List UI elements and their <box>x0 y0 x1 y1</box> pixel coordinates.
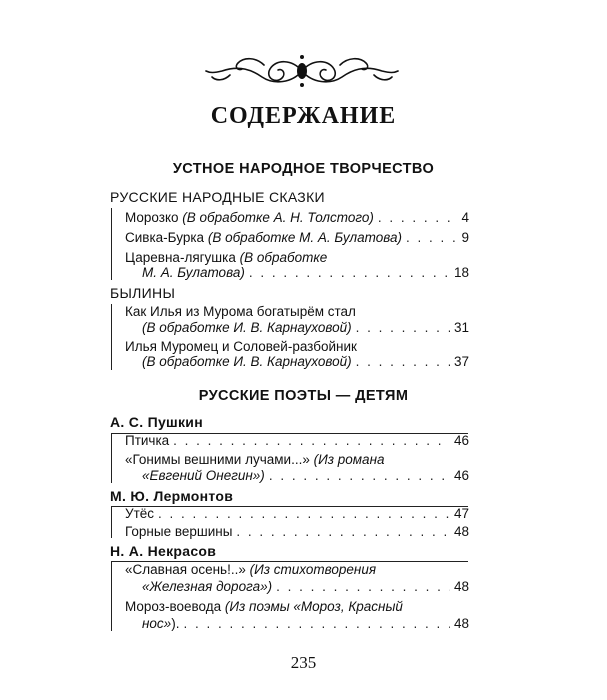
entry-note: (В обработке М. А. Булатова) <box>207 230 402 245</box>
leader-dots <box>158 504 450 523</box>
entry-page: 48 <box>453 579 469 594</box>
author-name: А. С. Пушкин <box>110 414 203 430</box>
group-label-fairy-tales: РУССКИЕ НАРОДНЫЕ СКАЗКИ <box>110 189 325 205</box>
toc-entry[interactable] <box>125 522 469 541</box>
toc-entry[interactable] <box>125 208 469 227</box>
toc-entry-line2[interactable] <box>142 614 469 633</box>
entry-note: (В обработке <box>239 250 328 265</box>
entry-title: Горные вершины <box>125 524 233 539</box>
entry-title: Сивка-Бурка <box>125 230 205 245</box>
entry-page: 31 <box>453 320 469 335</box>
entry-note-cont: нос» <box>142 616 172 631</box>
leader-dots <box>356 318 450 337</box>
entry-page: 48 <box>453 524 469 539</box>
leader-dots <box>406 228 457 247</box>
entry-title: Утёс <box>125 506 155 521</box>
entry-page: 4 <box>461 210 469 225</box>
group-label-bylinas: БЫЛИНЫ <box>110 285 176 301</box>
decorative-ornament <box>204 51 400 91</box>
group-bracket-line <box>111 561 112 631</box>
entry-note: (Из стихотворения <box>249 562 377 577</box>
author-name: М. Ю. Лермонтов <box>110 488 234 504</box>
page-number: 235 <box>290 653 317 672</box>
toc-entry[interactable] <box>125 431 469 450</box>
toc-entry-line2[interactable] <box>142 466 469 485</box>
entry-page: 48 <box>453 616 469 631</box>
leader-dots <box>183 614 450 633</box>
entry-note: (Из поэмы «Мороз, Красный <box>224 599 403 614</box>
section-heading-folk: УСТНОЕ НАРОДНОЕ ТВОРЧЕСТВО <box>172 161 435 177</box>
entry-title: Как Илья из Мурома богатырём стал <box>125 304 356 319</box>
group-bracket-line <box>111 304 112 370</box>
toc-entry[interactable] <box>125 228 469 247</box>
section-heading-poets: РУССКИЕ ПОЭТЫ — ДЕТЯМ <box>198 388 409 404</box>
entry-title: Птичка <box>125 433 170 448</box>
entry-page: 18 <box>453 265 469 280</box>
leader-dots <box>236 522 450 541</box>
entry-page: 46 <box>453 468 469 483</box>
leader-dots <box>378 208 458 227</box>
entry-title: Илья Муромец и Соловей-разбойник <box>125 339 357 354</box>
entry-title: «Гонимы вешними лучами...» <box>125 452 310 467</box>
leader-dots <box>276 577 450 596</box>
entry-page: 46 <box>453 433 469 448</box>
page-title: СОДЕРЖАНИЕ <box>210 103 397 129</box>
entry-title: Мороз-воевода <box>125 599 222 614</box>
toc-entry-line2[interactable] <box>142 577 469 596</box>
toc-entry-line2[interactable] <box>142 263 469 282</box>
group-bracket-line <box>111 506 112 538</box>
entry-note: (В обработке И. В. Карнауховой) <box>142 320 352 335</box>
author-name: Н. А. Некрасов <box>110 543 217 559</box>
entry-note-cont: М. А. Булатова) <box>142 265 245 280</box>
entry-title: Морозко <box>125 210 179 225</box>
toc-entry-line2[interactable] <box>142 352 469 371</box>
entry-note: (В обработке А. Н. Толстого) <box>182 210 374 225</box>
entry-note: (В обработке И. В. Карнауховой) <box>142 354 352 369</box>
leader-dots <box>269 466 450 485</box>
group-bracket-line <box>111 208 112 280</box>
leader-dots <box>173 431 450 450</box>
entry-note-cont: «Евгений Онегин») <box>142 468 265 483</box>
entry-page: 9 <box>461 230 469 245</box>
entry-title: «Славная осень!..» <box>125 562 246 577</box>
group-bracket-line <box>111 433 112 483</box>
entry-page: 37 <box>453 354 469 369</box>
toc-entry-line2[interactable] <box>142 318 469 337</box>
entry-note: (Из романа <box>313 452 385 467</box>
toc-entry[interactable] <box>125 504 469 523</box>
entry-title: Царевна-лягушка <box>125 250 236 265</box>
entry-note-tail: ). <box>171 616 180 631</box>
entry-note-cont: «Железная дорога») <box>142 579 273 594</box>
leader-dots <box>249 263 450 282</box>
leader-dots <box>356 352 450 371</box>
entry-page: 47 <box>453 506 469 521</box>
